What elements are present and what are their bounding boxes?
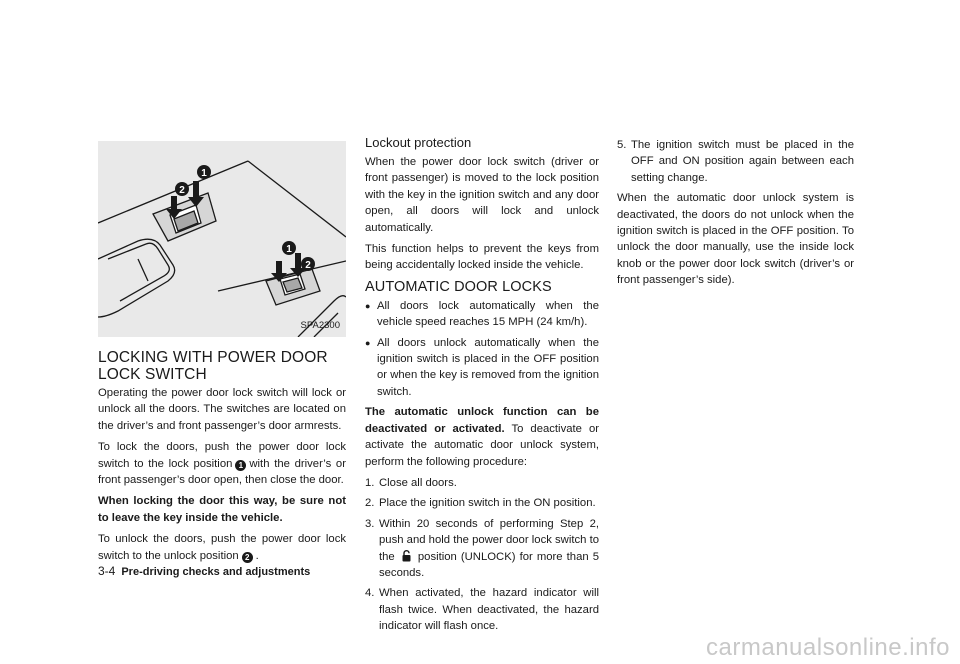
figure-code: SPA2300 <box>300 319 340 331</box>
door-lock-switch-illustration <box>98 141 346 337</box>
paragraph-unlock-procedure <box>98 531 346 564</box>
bullet-icon: ● <box>365 300 371 311</box>
marker-1-lower: 1 <box>286 244 292 255</box>
paragraph-deactivated-behavior: When the automatic door unlock system is deactivated, the doors do not unlock when the ignition switch is placed in the OFF position. To unlock the door manually, use the inside lock knob or the power door lock switch (driver’s or front passenger’s side). <box>617 192 854 287</box>
step-4: 4. When activated, the hazard indicator will flash twice. When deactivated, the hazard indicator will flash once. <box>365 587 599 633</box>
marker-1-upper: 1 <box>201 168 207 179</box>
section-heading-automatic-door-locks: AUTOMATIC DOOR LOCKS <box>365 278 552 295</box>
paragraph-lock-procedure <box>98 439 346 488</box>
unlock-icon <box>401 550 412 562</box>
paragraph-unlock-function: The automatic unlock function can be deactivated or activated. To deactivate or activate the automatic door unlock system, perform the following procedure: <box>365 406 599 468</box>
page-number: 3-4 <box>98 564 116 578</box>
unlock-text-a: To unlock the doors, push the power door lock switch to the unlock position <box>98 533 346 562</box>
left-column <box>98 137 346 569</box>
page-footer <box>98 564 310 578</box>
step-2: 2. Place the ignition switch in the ON position. <box>365 497 596 510</box>
unlock-position-marker-icon: 2 <box>242 552 253 563</box>
lock-text-a: To lock the doors, push the power door lock switch to the lock position <box>98 441 346 470</box>
switch-diagram <box>98 141 346 337</box>
marker-2-lower: 2 <box>305 260 311 271</box>
step-1: 1. Close all doors. <box>365 476 457 489</box>
bullet-icon: ● <box>365 337 371 348</box>
section-title: Pre-driving checks and adjustments <box>121 566 311 578</box>
middle-column <box>365 135 599 639</box>
unlock-text-b: . <box>255 549 259 562</box>
lock-text-b: with the driver’s or front passenger’s door open, then close the door. <box>98 457 346 487</box>
step-5: 5. The ignition switch must be placed in the OFF and ON position again between each setting change. <box>617 139 854 184</box>
paragraph-lockout-description: When the power door lock switch (driver or front passenger) is moved to the lock position with the key in the ignition switch and any door open, all doors will lock and unlock automatically. <box>365 156 599 234</box>
warning-key-inside: When locking the door this way, be sure not to leave the key inside the vehicle. <box>98 495 346 524</box>
paragraph-switch-location: Operating the power door lock switch will lock or unlock all the doors. The switches are located on the driver’s and front passenger’s door armrests. <box>98 387 346 432</box>
subheading-lockout-protection: Lockout protection <box>365 135 472 150</box>
paragraph-lockout-purpose: This function helps to prevent the keys from being accidentally locked inside the vehicle. <box>365 243 599 272</box>
list-item: ● All doors lock automatically when the vehicle speed reaches 15 MPH (24 km/h). <box>365 298 599 331</box>
section-heading-power-door-lock: LOCKING WITH POWER DOOR LOCK SWITCH <box>98 349 328 383</box>
marker-2-upper: 2 <box>179 185 185 196</box>
lock-position-marker-icon: 1 <box>235 460 246 471</box>
list-item: ● All doors unlock automatically when the ignition switch is placed in the OFF position or when the key is removed from the ignition switch. <box>365 335 599 401</box>
right-column <box>617 137 854 294</box>
site-watermark: carmanualsonline.info <box>706 634 950 661</box>
step-3: 3. Within 20 seconds of performing Step 2, push and hold the power door lock switch to the position (UNLOCK) for more than 5 seconds. <box>365 517 599 579</box>
